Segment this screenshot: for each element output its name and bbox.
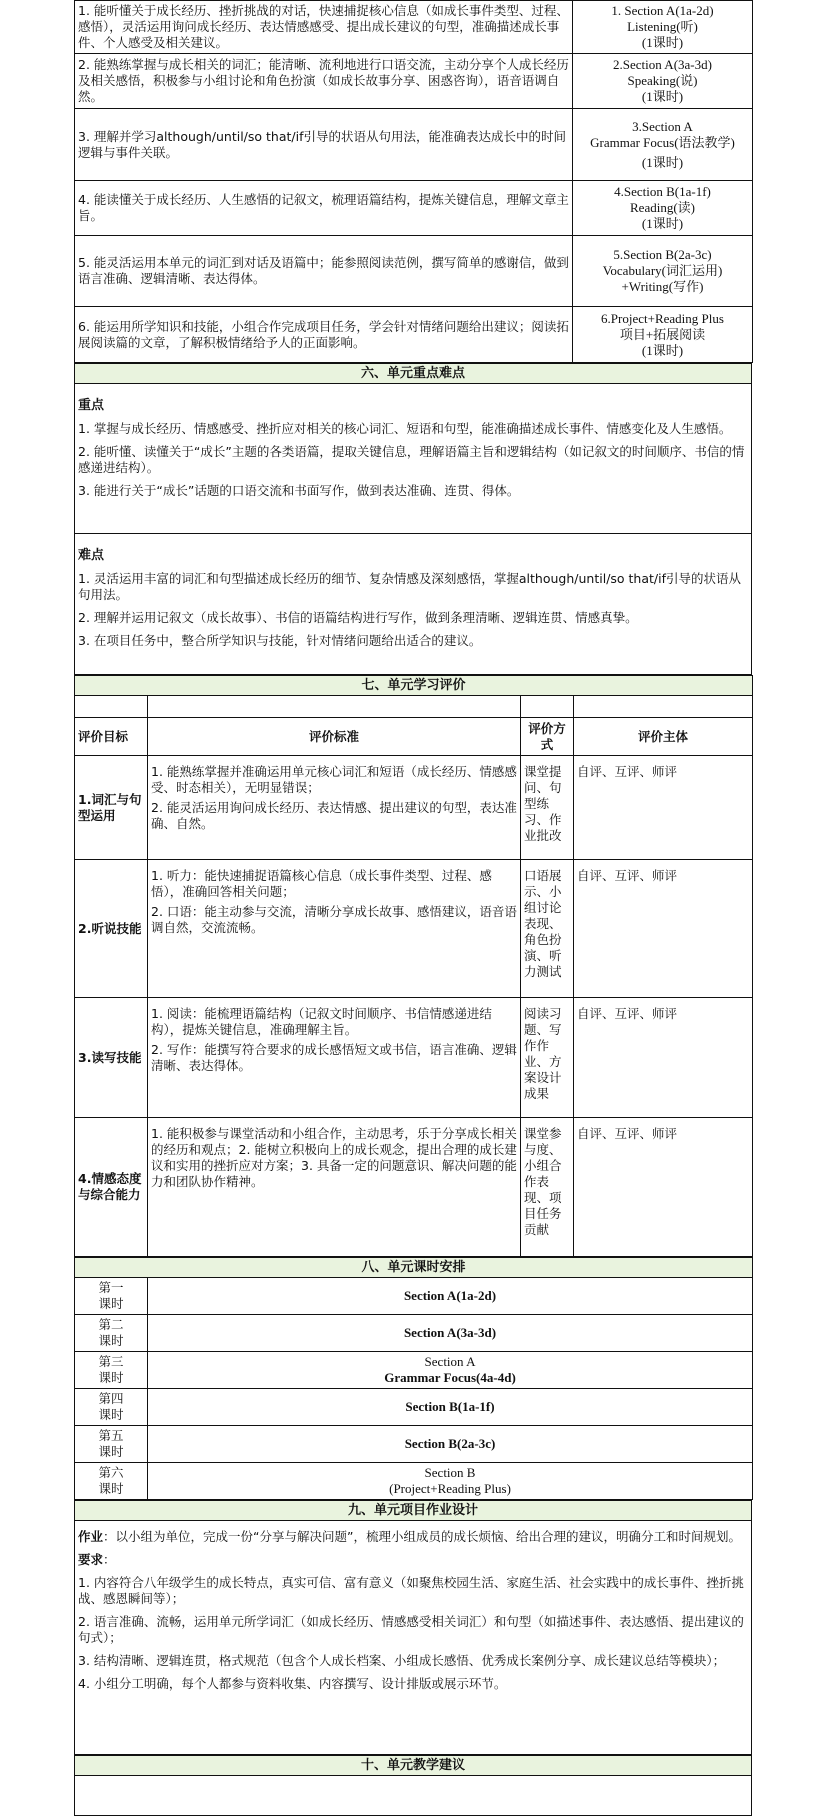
homework-requirement: 4. 小组分工明确，每个人都参与资料收集、内容撰写、设计排版或展示环节。 [78, 1676, 507, 1691]
objective-lesson: 5.Section B(2a-3c) Vocabulary(词汇运用) +Writing(写作) [573, 236, 753, 307]
key-points-block [75, 384, 752, 534]
header-method: 评价方式 [521, 718, 574, 756]
objective-text: 1. 能听懂关于成长经历、挫折挑战的对话，快速捕捉核心信息（如成长事件类型、过程、感悟），灵活运用询问成长经历、表达情感感受、提出成长建议的句型，准确描述成长事件、个人感受及相关建议。 [75, 1, 573, 54]
eval-subject: 自评、互评、师评 [574, 998, 753, 1118]
objective-lesson: 4.Section B(1a-1f) Reading(读) (1课时) [573, 181, 753, 236]
key-point: 2. 能听懂、读懂关于“成长”主题的各类语篇，提取关键信息，理解语篇主旨和逻辑结构（如记叙文的时间顺序、书信的情感递进结构）。 [78, 444, 745, 475]
schedule-row [75, 1315, 753, 1352]
homework-requirement: 1. 内容符合八年级学生的成长特点，真实可信、富有意义（如聚焦校园生活、家庭生活、社会实践中的成长事件、挫折挑战、感恩瞬间等）； [78, 1575, 744, 1606]
period-label: 第四课时 [75, 1389, 148, 1426]
objective-row [75, 109, 753, 181]
homework-req-label: 要求： [78, 1552, 116, 1567]
evaluation-header-row [75, 718, 753, 756]
objective-row [75, 1, 753, 54]
evaluation-table [74, 675, 753, 1257]
eval-standards: 1. 能熟练掌握并准确运用单元核心词汇和短语（成长经历、情感感受、时态相关），无明显错误； 2. 能灵活运用询问成长经历、表达情感、提出建议的句型，表达准确、自然。 [148, 756, 521, 860]
section-title: 六、单元重点难点 [75, 364, 752, 384]
eval-method: 阅读习题、写作作业、方案设计成果 [521, 998, 574, 1118]
schedule-row [75, 1463, 753, 1500]
header-target: 评价目标 [75, 718, 148, 756]
evaluation-row [75, 1118, 753, 1257]
eval-target: 4.情感态度与综合能力 [75, 1118, 148, 1257]
objective-text: 6. 能运用所学知识和技能，小组合作完成项目任务，学会针对情绪问题给出建议；阅读拓展阅读篇的文章，了解积极情绪给予人的正面影响。 [75, 307, 573, 363]
eval-method: 课堂提问、句型练习、作业批改 [521, 756, 574, 860]
eval-method: 课堂参与度、小组合作表现、项目任务贡献 [521, 1118, 574, 1257]
header-standard: 评价标准 [148, 718, 521, 756]
objective-lesson: 1. Section A(1a-2d) Listening(听) (1课时) [573, 1, 753, 54]
eval-subject: 自评、互评、师评 [574, 860, 753, 998]
project-homework-section [74, 1500, 752, 1755]
schedule-table [74, 1257, 753, 1500]
teaching-advice-section [74, 1755, 752, 1816]
objective-text: 3. 理解并学习although/until/so that/if引导的状语从句用法，能准确表达成长中的时间逻辑与事件关联。 [75, 109, 573, 181]
objective-text: 2. 能熟练掌握与成长相关的词汇；能清晰、流利地进行口语交流，主动分享个人成长经历及相关感悟，积极参与小组讨论和角色扮演（如成长故事分享、困惑咨询），语音语调自然。 [75, 54, 573, 109]
period-label: 第五课时 [75, 1426, 148, 1463]
objective-row [75, 181, 753, 236]
period-content: Section B (Project+Reading Plus) [148, 1463, 753, 1500]
section-title: 九、单元项目作业设计 [75, 1501, 752, 1521]
difficult-points-block [75, 534, 752, 675]
homework-task: 作业：以小组为单位，完成一份“分享与解决问题”，梳理小组成员的成长烦恼、给出合理的建议，明确分工和时间规划。 [78, 1529, 741, 1544]
period-content: Section B(2a-3c) [148, 1426, 753, 1463]
objective-lesson: 2.Section A(3a-3d) Speaking(说) (1课时) [573, 54, 753, 109]
difficult-heading: 难点 [78, 548, 105, 563]
advice-content [75, 1776, 752, 1816]
period-content: Section B(1a-1f) [148, 1389, 753, 1426]
period-label: 第六课时 [75, 1463, 148, 1500]
period-content: Section A(1a-2d) [148, 1278, 753, 1315]
section-title: 七、单元学习评价 [75, 676, 753, 696]
eval-standards: 1. 能积极参与课堂活动和小组合作，主动思考，乐于分享成长相关的经历和观点；2. 能树立积极向上的成长观念，提出合理的成长建议和实用的挫折应对方案；3. 具备一定的问题意识、解决问题的能力和团队协作精神。 [148, 1118, 521, 1257]
eval-target: 1.词汇与句型运用 [75, 756, 148, 860]
objective-text: 5. 能灵活运用本单元的词汇到对话及语篇中；能参照阅读范例，撰写简单的感谢信，做到语言准确、逻辑清晰、表达得体。 [75, 236, 573, 307]
eval-standards: 1. 听力：能快速捕捉语篇核心信息（成长事件类型、过程、感悟），准确回答相关问题； 2. 口语：能主动参与交流，清晰分享成长故事、感悟建议，语音语调自然，交流流畅。 [148, 860, 521, 998]
homework-block [75, 1521, 752, 1755]
objective-text: 4. 能读懂关于成长经历、人生感悟的记叙文，梳理语篇结构，提炼关键信息，理解文章主旨。 [75, 181, 573, 236]
evaluation-row [75, 998, 753, 1118]
period-label: 第二课时 [75, 1315, 148, 1352]
key-point: 3. 能进行关于“成长”话题的口语交流和书面写作，做到表达准确、连贯、得体。 [78, 483, 520, 498]
homework-requirement: 2. 语言准确、流畅，运用单元所学词汇（如成长经历、情感感受相关词汇）和句型（如描述事件、表达感悟、提出建议的句式）； [78, 1614, 744, 1645]
eval-method: 口语展示、小组讨论表现、角色扮演、听力测试 [521, 860, 574, 998]
eval-subject: 自评、互评、师评 [574, 1118, 753, 1257]
objective-row [75, 236, 753, 307]
objective-lesson: 6.Project+Reading Plus 项目+拓展阅读 (1课时) [573, 307, 753, 363]
difficult-point: 2. 理解并运用记叙文（成长故事）、书信的语篇结构进行写作，做到条理清晰、逻辑连贯、情感真挚。 [78, 610, 638, 625]
period-label: 第三课时 [75, 1352, 148, 1389]
key-point: 1. 掌握与成长经历、情感感受、挫折应对相关的核心词汇、短语和句型，能准确描述成长事件、情感变化及人生感悟。 [78, 421, 732, 436]
eval-target: 2.听说技能 [75, 860, 148, 998]
period-content: Section A(3a-3d) [148, 1315, 753, 1352]
key-heading: 重点 [78, 398, 105, 413]
evaluation-row [75, 860, 753, 998]
period-content: Section A Grammar Focus(4a-4d) [148, 1352, 753, 1389]
objective-lesson: 3.Section A Grammar Focus(语法教学) (1课时) [573, 109, 753, 181]
objective-row [75, 307, 753, 363]
objectives-table [74, 0, 753, 363]
difficult-point: 1. 灵活运用丰富的词汇和句型描述成长经历的细节、复杂情感及深刻感悟，掌握although/until/so that/if引导的状语从句用法。 [78, 571, 742, 602]
schedule-row [75, 1352, 753, 1389]
section-title: 八、单元课时安排 [75, 1258, 753, 1278]
key-difficult-section [74, 363, 752, 675]
schedule-row [75, 1389, 753, 1426]
eval-subject: 自评、互评、师评 [574, 756, 753, 860]
section-title: 十、单元教学建议 [75, 1756, 752, 1776]
header-subject: 评价主体 [574, 718, 753, 756]
schedule-row [75, 1278, 753, 1315]
period-label: 第一课时 [75, 1278, 148, 1315]
schedule-row [75, 1426, 753, 1463]
lesson-plan-document [74, 0, 752, 1816]
evaluation-row [75, 756, 753, 860]
difficult-point: 3. 在项目任务中，整合所学知识与技能，针对情绪问题给出适合的建议。 [78, 633, 482, 648]
homework-requirement: 3. 结构清晰、逻辑连贯，格式规范（包含个人成长档案、小组成长感悟、优秀成长案例分享、成长建议总结等模块）； [78, 1653, 726, 1668]
eval-standards: 1. 阅读：能梳理语篇结构（记叙文时间顺序、书信情感递进结构），提炼关键信息，准确理解主旨。 2. 写作：能撰写符合要求的成长感悟短文或书信，语言准确、逻辑清晰、表达得体。 [148, 998, 521, 1118]
objective-row [75, 54, 753, 109]
eval-target: 3.读写技能 [75, 998, 148, 1118]
